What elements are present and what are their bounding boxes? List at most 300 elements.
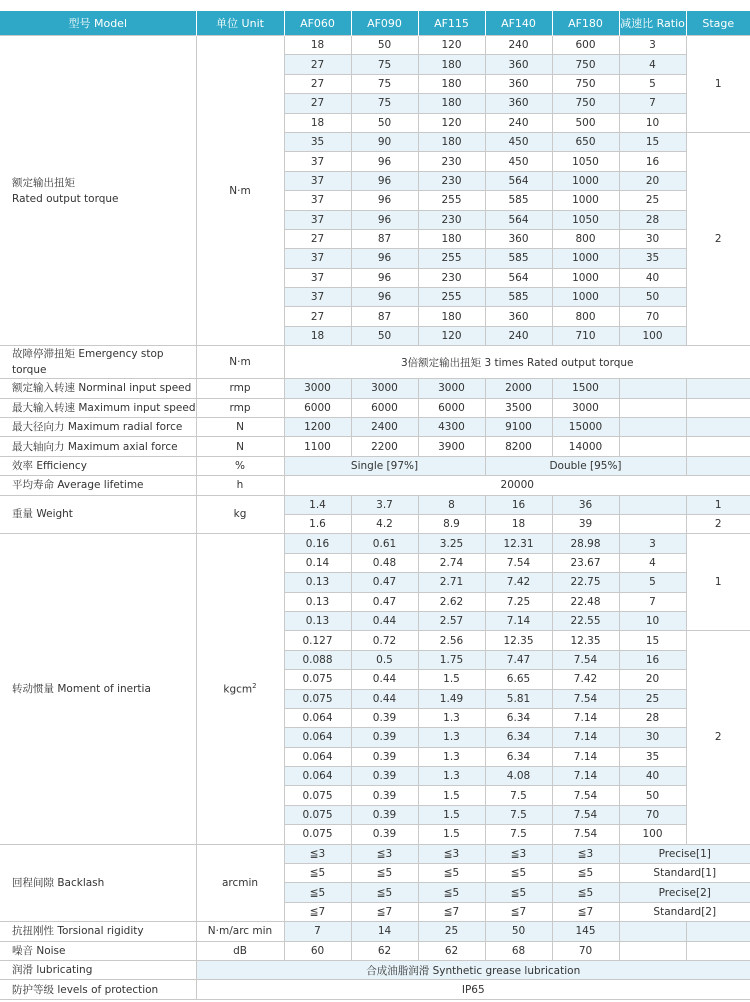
top-margin [0, 0, 750, 11]
table-cell: 500 [552, 113, 619, 132]
table-cell: 1000 [552, 171, 619, 190]
table-cell: 585 [485, 249, 552, 268]
table-cell: 50 [351, 36, 418, 55]
table-cell: 0.064 [284, 767, 351, 786]
table-cell: 2.71 [418, 573, 485, 592]
table-cell: 27 [284, 55, 351, 74]
inertia-stage-2: 2 [686, 631, 750, 844]
table-cell: 96 [351, 249, 418, 268]
table-cell: 12.31 [485, 534, 552, 553]
table-cell: 96 [351, 191, 418, 210]
table-cell: 7.54 [485, 553, 552, 572]
table-cell: 1.75 [418, 650, 485, 669]
table-cell: 0.127 [284, 631, 351, 650]
efficiency-double: Double [95%] [485, 456, 686, 475]
table-cell: 180 [418, 94, 485, 113]
table-cell: kgcm [223, 683, 253, 696]
table-cell: 0.075 [284, 689, 351, 708]
table-cell: 180 [418, 74, 485, 93]
empty-cell [686, 398, 750, 417]
max-speed-label: 最大输入转速 Maximum input speed [0, 398, 196, 417]
table-cell: 7.14 [552, 747, 619, 766]
table-cell: Rated output torque [12, 192, 119, 205]
table-cell: 7 [284, 922, 351, 941]
table-cell: 90 [351, 132, 418, 151]
table-cell: 1000 [552, 249, 619, 268]
table-cell: ≦5 [485, 864, 552, 883]
header-model: 型号 Model [0, 11, 196, 36]
table-cell: ≦3 [284, 844, 351, 863]
table-cell: 585 [485, 191, 552, 210]
table-cell: 230 [418, 152, 485, 171]
table-row [0, 941, 750, 960]
table-cell: 23.67 [552, 553, 619, 572]
table-cell: 145 [552, 922, 619, 941]
table-cell: 7.14 [552, 767, 619, 786]
header-ratio: 减速比 Ratio [619, 11, 686, 36]
table-cell: 100 [619, 825, 686, 844]
table-cell: rmp [196, 398, 284, 417]
table-cell: 0.72 [351, 631, 418, 650]
empty-cell [686, 922, 750, 941]
table-cell: 28 [619, 210, 686, 229]
table-cell: ≦3 [351, 844, 418, 863]
table-row [0, 36, 750, 55]
table-cell: 30 [619, 229, 686, 248]
table-cell: 3900 [418, 437, 485, 456]
table-cell: 3 [619, 534, 686, 553]
table-cell: 0.48 [351, 553, 418, 572]
table-cell: 230 [418, 268, 485, 287]
empty-cell [619, 941, 686, 960]
table-cell: arcmin [196, 844, 284, 922]
inertia-unit [196, 534, 284, 844]
table-cell: 40 [619, 268, 686, 287]
table-cell: 75 [351, 74, 418, 93]
table-cell: 7 [619, 94, 686, 113]
table-cell: 18 [284, 36, 351, 55]
table-cell: 60 [284, 941, 351, 960]
header-af115: AF115 [418, 11, 485, 36]
table-cell: 360 [485, 229, 552, 248]
header-af090: AF090 [351, 11, 418, 36]
table-cell: 22.75 [552, 573, 619, 592]
table-row [0, 398, 750, 417]
table-cell: 39 [552, 514, 619, 533]
table-row [0, 960, 750, 979]
table-cell: 1000 [552, 288, 619, 307]
table-cell: 6.34 [485, 728, 552, 747]
table-cell: 7.5 [485, 805, 552, 824]
table-cell: ≦5 [351, 864, 418, 883]
table-cell: ≦7 [418, 902, 485, 921]
table-cell: 240 [485, 36, 552, 55]
table-cell: 710 [552, 326, 619, 345]
rigidity-label: 抗扭刚性 Torsional rigidity [0, 922, 196, 941]
table-cell: 0.39 [351, 825, 418, 844]
table-cell: 1100 [284, 437, 351, 456]
table-cell: 120 [418, 36, 485, 55]
table-cell: 7.47 [485, 650, 552, 669]
table-cell: 0.47 [351, 592, 418, 611]
table-cell: 8.9 [418, 514, 485, 533]
table-cell: 6000 [284, 398, 351, 417]
table-cell: ≦5 [418, 883, 485, 902]
table-row [0, 418, 750, 437]
table-cell: 750 [552, 94, 619, 113]
table-cell: 7.54 [552, 825, 619, 844]
table-cell: 0.075 [284, 805, 351, 824]
table-cell: 4.08 [485, 767, 552, 786]
table-cell: ≦5 [485, 883, 552, 902]
lifetime-label: 平均寿命 Average lifetime [0, 476, 196, 495]
lubricating-value: 合成油脂润滑 Synthetic grease lubrication [196, 960, 750, 979]
table-cell: 16 [485, 495, 552, 514]
protection-value: IP65 [196, 980, 750, 999]
table-cell: 2.56 [418, 631, 485, 650]
header-row [0, 11, 750, 36]
table-cell: 96 [351, 171, 418, 190]
empty-cell [686, 941, 750, 960]
torque-stage-1: 1 [686, 36, 750, 133]
table-cell: 0.61 [351, 534, 418, 553]
inertia-stage-1: 1 [686, 534, 750, 631]
table-cell: 6000 [418, 398, 485, 417]
torque-stage-2: 2 [686, 132, 750, 345]
table-cell: 1.3 [418, 708, 485, 727]
table-cell: 360 [485, 55, 552, 74]
table-cell: 12.35 [485, 631, 552, 650]
table-cell: ≦3 [418, 844, 485, 863]
table-cell: 7.54 [552, 689, 619, 708]
table-cell: 16 [619, 650, 686, 669]
table-cell: ≦5 [351, 883, 418, 902]
table-cell: 2200 [351, 437, 418, 456]
table-cell: 0.075 [284, 825, 351, 844]
table-cell: 6000 [351, 398, 418, 417]
table-cell: 2.62 [418, 592, 485, 611]
table-row [0, 476, 750, 495]
rated-torque-unit: N·m [196, 36, 284, 346]
table-cell: 2000 [485, 379, 552, 398]
table-cell: 75 [351, 94, 418, 113]
table-cell: 7.54 [552, 786, 619, 805]
table-cell: 40 [619, 767, 686, 786]
table-cell: 27 [284, 94, 351, 113]
header-stage: Stage [686, 11, 750, 36]
table-cell: kg [196, 495, 284, 534]
table-cell: 0.075 [284, 786, 351, 805]
table-cell: 180 [418, 307, 485, 326]
table-cell: 800 [552, 229, 619, 248]
table-cell: 3000 [284, 379, 351, 398]
table-cell: 4.2 [351, 514, 418, 533]
header-af060: AF060 [284, 11, 351, 36]
table-cell: 30 [619, 728, 686, 747]
table-cell: 1.5 [418, 805, 485, 824]
table-cell: 360 [485, 94, 552, 113]
table-cell: 2 [252, 682, 257, 691]
table-cell: 0.39 [351, 728, 418, 747]
empty-cell [619, 398, 686, 417]
emergency-value: 3倍额定输出扭矩 3 times Rated output torque [284, 346, 750, 379]
table-cell: 0.088 [284, 650, 351, 669]
table-cell: 22.48 [552, 592, 619, 611]
inertia-label: 转动惯量 Moment of inertia [0, 534, 196, 844]
table-cell: 1050 [552, 210, 619, 229]
table-row [0, 346, 750, 379]
emergency-unit: N·m [196, 346, 284, 379]
table-cell: 100 [619, 326, 686, 345]
table-cell: 20 [619, 670, 686, 689]
table-cell: 585 [485, 288, 552, 307]
header-af180: AF180 [552, 11, 619, 36]
backlash-label: 回程间隙 Backlash [0, 844, 196, 922]
table-cell: 3 [619, 36, 686, 55]
table-cell: 50 [351, 113, 418, 132]
table-cell: 87 [351, 229, 418, 248]
table-cell: 2 [686, 514, 750, 533]
table-cell: 650 [552, 132, 619, 151]
table-cell: N·m/arc min [196, 922, 284, 941]
table-cell: 62 [351, 941, 418, 960]
table-cell: 5.81 [485, 689, 552, 708]
table-cell: 7.54 [552, 805, 619, 824]
table-cell: 1.3 [418, 728, 485, 747]
table-cell: 1000 [552, 191, 619, 210]
table-row [0, 980, 750, 999]
empty-cell [686, 418, 750, 437]
table-cell: 3000 [552, 398, 619, 417]
table-cell: 2400 [351, 418, 418, 437]
table-cell: 37 [284, 268, 351, 287]
table-cell: 0.39 [351, 786, 418, 805]
table-cell: 70 [552, 941, 619, 960]
table-cell: 4300 [418, 418, 485, 437]
table-cell: 75 [351, 55, 418, 74]
table-cell: 7.14 [485, 611, 552, 630]
table-cell: 27 [284, 307, 351, 326]
table-cell: 27 [284, 229, 351, 248]
table-cell: 255 [418, 191, 485, 210]
table-cell: 0.47 [351, 573, 418, 592]
table-cell: 35 [284, 132, 351, 151]
table-cell: 0.064 [284, 708, 351, 727]
table-cell: 0.075 [284, 670, 351, 689]
emergency-label: 故障停滞扭矩 Emergency stop torque [0, 346, 196, 379]
table-cell: 750 [552, 74, 619, 93]
table-cell: ≦5 [552, 883, 619, 902]
lubricating-label: 润滑 lubricating [0, 960, 196, 979]
table-cell: 5 [619, 74, 686, 93]
empty-cell [619, 922, 686, 941]
table-cell: N [196, 418, 284, 437]
table-cell: 62 [418, 941, 485, 960]
noise-label: 噪音 Noise [0, 941, 196, 960]
table-cell: 800 [552, 307, 619, 326]
table-cell: 255 [418, 249, 485, 268]
table-cell: 25 [418, 922, 485, 941]
table-cell: ≦3 [552, 844, 619, 863]
table-cell: 7.42 [485, 573, 552, 592]
table-cell: 0.14 [284, 553, 351, 572]
table-cell: 18 [284, 326, 351, 345]
table-cell: 0.13 [284, 573, 351, 592]
table-cell: 9100 [485, 418, 552, 437]
table-row [0, 844, 750, 863]
table-cell: 10 [619, 113, 686, 132]
table-cell: 1.4 [284, 495, 351, 514]
table-cell: 0.44 [351, 689, 418, 708]
table-cell: 35 [619, 249, 686, 268]
table-cell: 450 [485, 152, 552, 171]
table-cell: Precise[2] [619, 883, 750, 902]
table-cell: 0.39 [351, 747, 418, 766]
table-cell: 50 [619, 288, 686, 307]
table-cell: 27 [284, 74, 351, 93]
table-cell: 0.16 [284, 534, 351, 553]
table-cell: 4 [619, 553, 686, 572]
table-cell: 0.39 [351, 767, 418, 786]
table-cell: 37 [284, 210, 351, 229]
table-cell: 1500 [552, 379, 619, 398]
table-cell: 22.55 [552, 611, 619, 630]
table-cell: 1050 [552, 152, 619, 171]
empty-cell [619, 437, 686, 456]
table-cell: 28.98 [552, 534, 619, 553]
table-cell: 25 [619, 689, 686, 708]
table-row [0, 495, 750, 514]
table-cell: 180 [418, 55, 485, 74]
efficiency-label: 效率 Efficiency [0, 456, 196, 475]
table-cell: 1.3 [418, 767, 485, 786]
empty-cell [686, 456, 750, 475]
table-cell: 0.064 [284, 728, 351, 747]
table-cell: 0.064 [284, 747, 351, 766]
table-cell: 15 [619, 132, 686, 151]
table-row [0, 534, 750, 553]
table-cell: dB [196, 941, 284, 960]
table-cell: 1.5 [418, 670, 485, 689]
table-cell: Standard[2] [619, 902, 750, 921]
table-cell: ≦7 [284, 902, 351, 921]
table-cell: 180 [418, 229, 485, 248]
table-cell: 450 [485, 132, 552, 151]
table-cell: 564 [485, 171, 552, 190]
table-cell: 1200 [284, 418, 351, 437]
table-cell: 7.54 [552, 650, 619, 669]
table-cell: 7.42 [552, 670, 619, 689]
table-cell: 14000 [552, 437, 619, 456]
table-cell: 37 [284, 171, 351, 190]
table-cell: 0.44 [351, 611, 418, 630]
table-cell: 240 [485, 326, 552, 345]
table-cell: 8200 [485, 437, 552, 456]
table-cell: 87 [351, 307, 418, 326]
table-cell: 230 [418, 171, 485, 190]
table-cell: ≦5 [418, 864, 485, 883]
table-cell: N [196, 437, 284, 456]
table-cell: 2.57 [418, 611, 485, 630]
table-cell: 37 [284, 191, 351, 210]
table-cell: 68 [485, 941, 552, 960]
table-cell: 7.14 [552, 728, 619, 747]
table-cell: 255 [418, 288, 485, 307]
table-cell: 6.65 [485, 670, 552, 689]
table-cell: 37 [284, 249, 351, 268]
table-cell: 8 [418, 495, 485, 514]
table-row [0, 437, 750, 456]
table-cell: 37 [284, 152, 351, 171]
lifetime-value: 20000 [284, 476, 750, 495]
table-cell: 3.25 [418, 534, 485, 553]
table-cell: 14 [351, 922, 418, 941]
table-cell: 2.74 [418, 553, 485, 572]
table-cell: 120 [418, 113, 485, 132]
table-cell: 96 [351, 210, 418, 229]
table-cell: 6.34 [485, 747, 552, 766]
table-cell: 18 [284, 113, 351, 132]
table-cell: 7 [619, 592, 686, 611]
table-cell: rmp [196, 379, 284, 398]
table-cell [619, 514, 686, 533]
table-cell: 50 [619, 786, 686, 805]
header-unit: 单位 Unit [196, 11, 284, 36]
table-cell: ≦3 [485, 844, 552, 863]
empty-cell [619, 379, 686, 398]
table-cell: 180 [418, 132, 485, 151]
table-cell: 1 [686, 495, 750, 514]
table-cell: 0.13 [284, 611, 351, 630]
table-cell: 37 [284, 288, 351, 307]
table-cell: h [196, 476, 284, 495]
radial-force-label: 最大径向力 Maximum radial force [0, 418, 196, 437]
table-cell: Precise[1] [619, 844, 750, 863]
table-cell: 0.5 [351, 650, 418, 669]
table-cell: Standard[1] [619, 864, 750, 883]
header-af140: AF140 [485, 11, 552, 36]
table-cell: 360 [485, 74, 552, 93]
table-cell: 15 [619, 631, 686, 650]
table-cell: 25 [619, 191, 686, 210]
table-cell: 96 [351, 288, 418, 307]
efficiency-single: Single [97%] [284, 456, 485, 475]
table-cell: 28 [619, 708, 686, 727]
empty-cell [619, 418, 686, 437]
table-row [0, 379, 750, 398]
table-cell: 3000 [351, 379, 418, 398]
axial-force-label: 最大轴向力 Maximum axial force [0, 437, 196, 456]
table-row [0, 456, 750, 475]
table-cell: 3000 [418, 379, 485, 398]
table-cell: ≦5 [284, 864, 351, 883]
table-cell: ≦7 [552, 902, 619, 921]
table-cell: 0.39 [351, 708, 418, 727]
protection-label: 防护等级 levels of protection [0, 980, 196, 999]
table-cell: 10 [619, 611, 686, 630]
table-cell: 50 [485, 922, 552, 941]
table-cell: 1.5 [418, 786, 485, 805]
table-cell: 1.6 [284, 514, 351, 533]
rated-torque-label [0, 36, 196, 346]
table-cell: 50 [351, 326, 418, 345]
table-cell [619, 495, 686, 514]
table-cell: 600 [552, 36, 619, 55]
weight-label: 重量 Weight [0, 495, 196, 534]
table-cell: 564 [485, 210, 552, 229]
table-cell: ≦7 [485, 902, 552, 921]
table-row [0, 922, 750, 941]
